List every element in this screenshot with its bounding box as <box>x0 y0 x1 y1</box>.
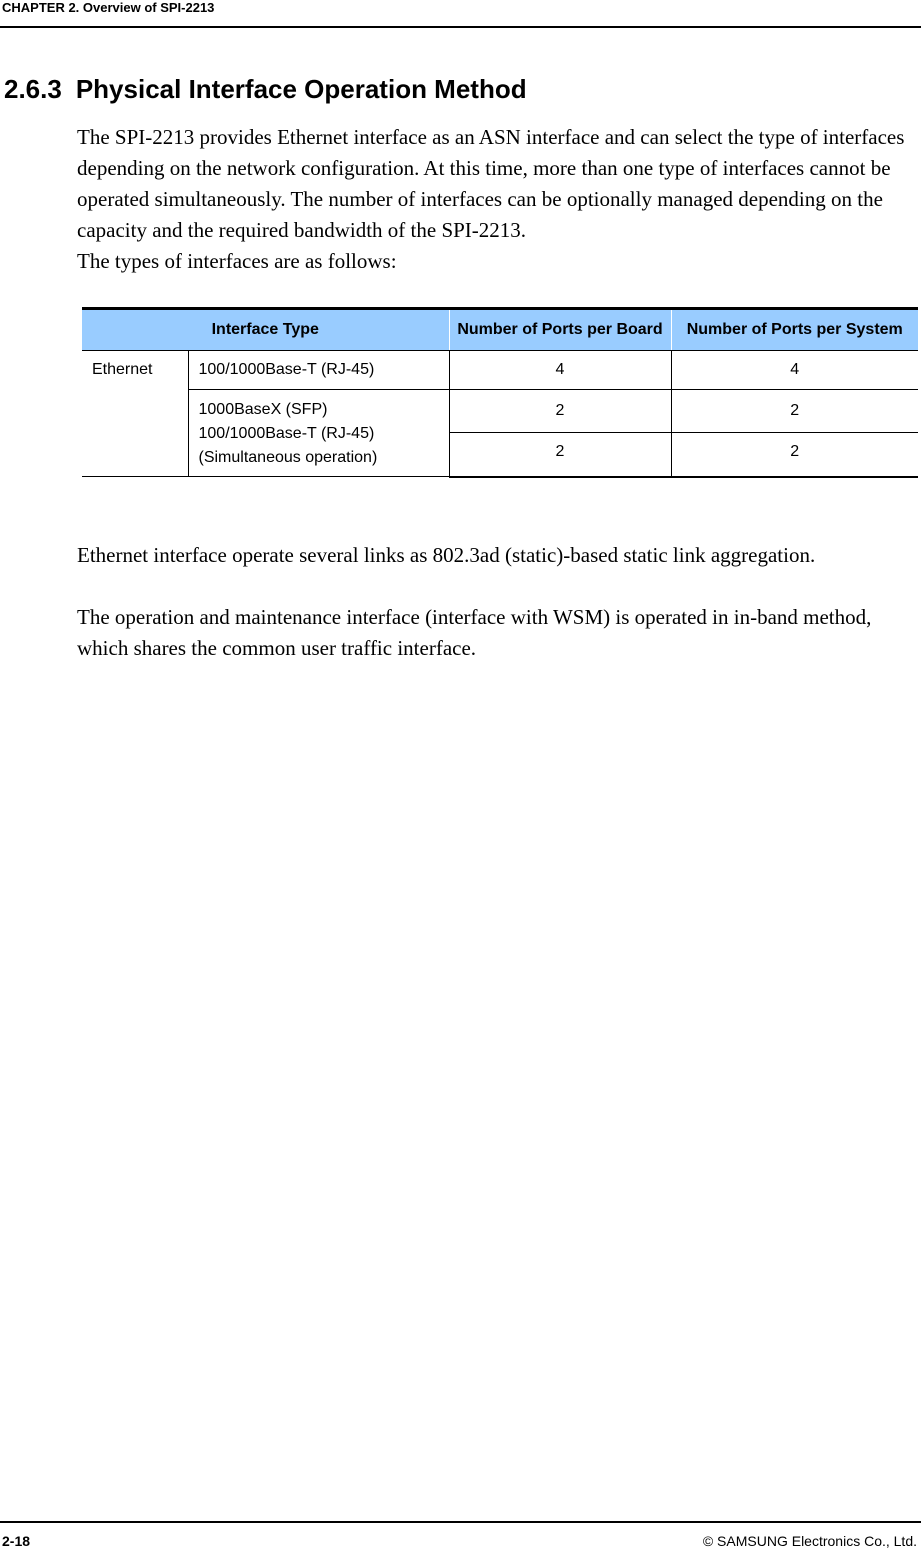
system-ports-cell: 2 <box>671 390 918 433</box>
system-ports-cell: 2 <box>671 433 918 477</box>
section-title: Physical Interface Operation Method <box>75 74 527 104</box>
intro-text <box>77 122 907 277</box>
header-ports-per-system: Number of Ports per System <box>671 309 918 351</box>
section-number: 2.6.3 <box>4 74 62 104</box>
board-ports-cell: 4 <box>449 351 671 390</box>
header-divider <box>0 26 921 28</box>
copyright: © SAMSUNG Electronics Co., Ltd. <box>702 1533 917 1549</box>
category-cell: Ethernet <box>82 351 188 477</box>
intro-paragraph: The SPI-2213 provides Ethernet interface as an ASN interface and can select the type of interfaces depending on the network configuration. At this time, more than one type of interfaces cannot be operated simultaneously. The number of interfaces can be optionally managed depending on the capacity and the required bandwidth of the SPI-2213. <box>77 125 905 242</box>
type-line: (Simultaneous operation) <box>198 449 378 466</box>
interface-type-cell <box>188 390 449 477</box>
header-ports-per-board: Number of Ports per Board <box>449 309 671 351</box>
header-interface-type: Interface Type <box>82 309 449 351</box>
types-line: The types of interfaces are as follows: <box>77 249 397 273</box>
system-ports-cell: 4 <box>671 351 918 390</box>
page-number: 2-18 <box>2 1533 31 1549</box>
maintenance-paragraph: The operation and maintenance interface (interface with WSM) is operated in in-band method, which shares the common user traffic interface. <box>77 605 872 660</box>
table-header-row <box>82 309 918 351</box>
type-line: 100/1000Base-T (RJ-45) <box>198 425 375 442</box>
footer-divider <box>0 1521 921 1523</box>
aggregation-paragraph: Ethernet interface operate several links as 802.3ad (static)-based static link aggregation. <box>77 543 816 567</box>
table-row <box>82 390 918 433</box>
section-heading <box>4 74 527 105</box>
board-ports-cell: 2 <box>449 433 671 477</box>
type-line: 1000BaseX (SFP) <box>198 401 328 418</box>
interface-table <box>82 307 918 478</box>
board-ports-cell: 2 <box>449 390 671 433</box>
interface-type-cell: 100/1000Base-T (RJ-45) <box>188 351 449 390</box>
table-row <box>82 351 918 390</box>
chapter-header: CHAPTER 2. Overview of SPI-2213 <box>2 0 215 15</box>
